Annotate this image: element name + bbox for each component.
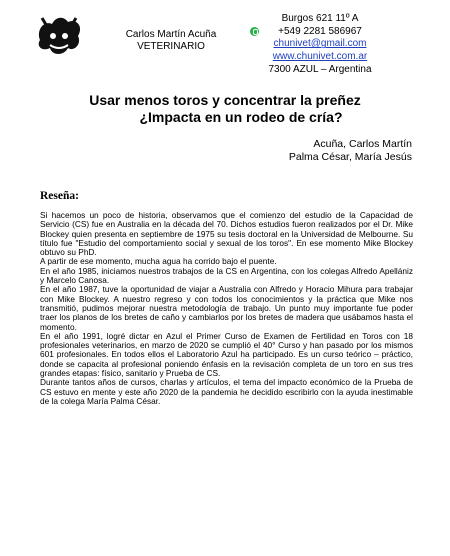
paragraph: Si hacemos un poco de historia, observamos que el comienzo del estudio de la Capacidad de Servicio (CS) fue en Australia en la década del 70. Dichos estudios fueron realizados por el Dr. Mike Blockey quien presenta en septiembre de 1975 su tesis doctoral en la Universidad de Melbourne. Su título fue "Estudio del comportamiento social y sexual de los toros". En ese momento Mike Blockey obtuvo su PhD. — [40, 210, 413, 258]
authors — [289, 138, 412, 164]
paragraph: Durante tantos años de cursos, charlas y artículos, el tema del impacto económico de la Prueba de CS estuvo en mente y este año 2020 de la pandemia he decidido escribirlo con la ayuda inestimable de la colega María Palma César. — [40, 377, 413, 406]
address: Burgos 621 11º A — [281, 13, 359, 24]
whatsapp-icon — [250, 27, 259, 36]
title-line-1: Usar menos toros y concentrar la preñez — [89, 92, 361, 108]
section-heading: Reseña: — [40, 190, 79, 202]
author-2: Palma César, María Jesús — [288, 151, 412, 163]
title-line-2: ¿Impacta en un rodeo de cría? — [139, 109, 343, 125]
paragraph: En el año 1991, logré dictar en Azul el Primer Curso de Examen de Fertilidad en Toros con 18 profesionales veterinarios, en marzo de 2020 se cumplió el 40° Curso y han pasado por los mismos 601 profesionales. En todos ellos el Laboratorio Azul ha participado. Es un curso teórico – práctico, donde se capacita al profesional poniendo énfasis en la revisación completa de un toro en sus tres grandes etapas: físico, sanitario y Prueba de CS. — [40, 330, 413, 379]
bull-logo-icon — [34, 12, 84, 60]
body-text — [40, 211, 413, 406]
contact-block — [262, 13, 378, 77]
phone: +549 2281 586967 — [278, 25, 362, 37]
org-name: Carlos Martín Acuña — [125, 29, 217, 40]
phone-line — [262, 26, 378, 39]
email-link[interactable]: chunivet@gmail.com — [273, 38, 367, 50]
paragraph: En el año 1987, tuve la oportunidad de viajar a Australia con Alfredo y Horacio Mihura para trabajar con Mike Blockey. A nuestro regreso y con todos los conocimientos y la práctica que Mike nos transmitió, pudimos mejorar nuestra metodología de trabajo. Un punto muy importante fue poder traer los planos de los bretes de caño y cambiarlos por los bretes de madera que usábamos hasta el momento. — [40, 284, 413, 332]
paragraph: En el año 1985, iniciamos nuestros trabajos de la CS en Argentina, con los colegas Alfredo Apellániz y Marcelo Canosa. — [40, 265, 413, 286]
paragraph: A partir de ese momento, mucha agua ha corrido bajo el puente. — [40, 256, 277, 267]
org-block — [112, 29, 230, 53]
website-link[interactable]: www.chunivet.com.ar — [272, 51, 368, 63]
document-title — [0, 92, 450, 126]
city: 7300 AZUL – Argentina — [268, 63, 372, 75]
author-1: Acuña, Carlos Martín — [313, 138, 412, 150]
org-subtitle: VETERINARIO — [137, 41, 205, 52]
